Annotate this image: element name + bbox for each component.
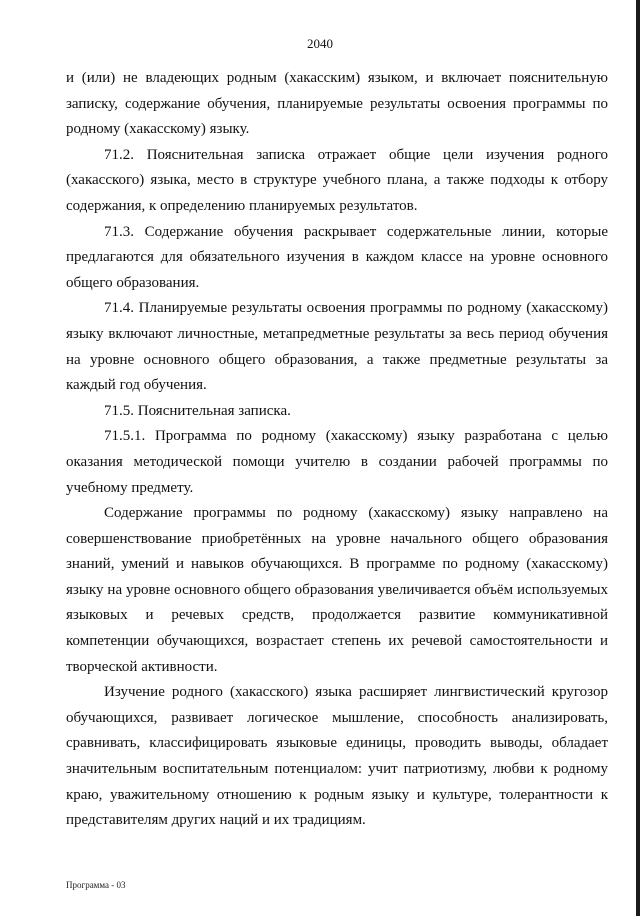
paragraph-language-study: Изучение родного (хакасского) языка расширяет лингвистический кругозор обучающихся, развивает логическое мышление, способность анализировать, сравнивать, классифицировать языковые единицы, проводить выводы, обладает значительным воспитательным потенциалом: учит патриотизму, любви к родному краю, уважительному отношению к родным языку и культуре, толерантности к представителям других наций и их традициям.	[66, 684, 608, 829]
paragraph-continuation: и (или) не владеющих родным (хакасским) языком, и включает пояснительную записку, содержание обучения, планируемые результаты освоения программы по родному (хакасскому) языку.	[66, 70, 608, 138]
document-body	[66, 66, 608, 834]
paragraph-71-2: 71.2. Пояснительная записка отражает общие цели изучения родного (хакасского) языка, место в структуре учебного плана, а также подходы к отбору содержания, к определению планируемых результатов.	[66, 146, 608, 214]
paragraph-71-5-1: 71.5.1. Программа по родному (хакасскому) языку разработана с целью оказания методической помощи учителю в создании рабочей программы по учебному предмету.	[66, 428, 608, 496]
scan-edge	[636, 0, 640, 916]
footer-label: Программа - 03	[66, 880, 126, 890]
paragraph-71-4: 71.4. Планируемые результаты освоения программы по родному (хакасскому) языку включают личностные, метапредметные результаты за весь период обучения на уровне основного общего образования, а также предметные результаты за каждый год обучения.	[66, 300, 608, 394]
page-number: 2040	[307, 36, 333, 51]
paragraph-71-3: 71.3. Содержание обучения раскрывает содержательные линии, которые предлагаются для обязательного изучения в каждом классе на уровне основного общего образования.	[66, 223, 608, 291]
paragraph-71-5: 71.5. Пояснительная записка.	[104, 402, 291, 419]
paragraph-content-direction: Содержание программы по родному (хакасскому) языку направлено на совершенствование приобретённых на уровне начального общего образования знаний, умений и навыков обучающихся. В программе по родному (хакасскому) языку на уровне основного общего образования увеличивается объём используемых языковых и речевых средств, продолжается развитие коммуникативной компетенции обучающихся, возрастает степень их речевой самостоятельности и творческой активности.	[66, 505, 608, 675]
